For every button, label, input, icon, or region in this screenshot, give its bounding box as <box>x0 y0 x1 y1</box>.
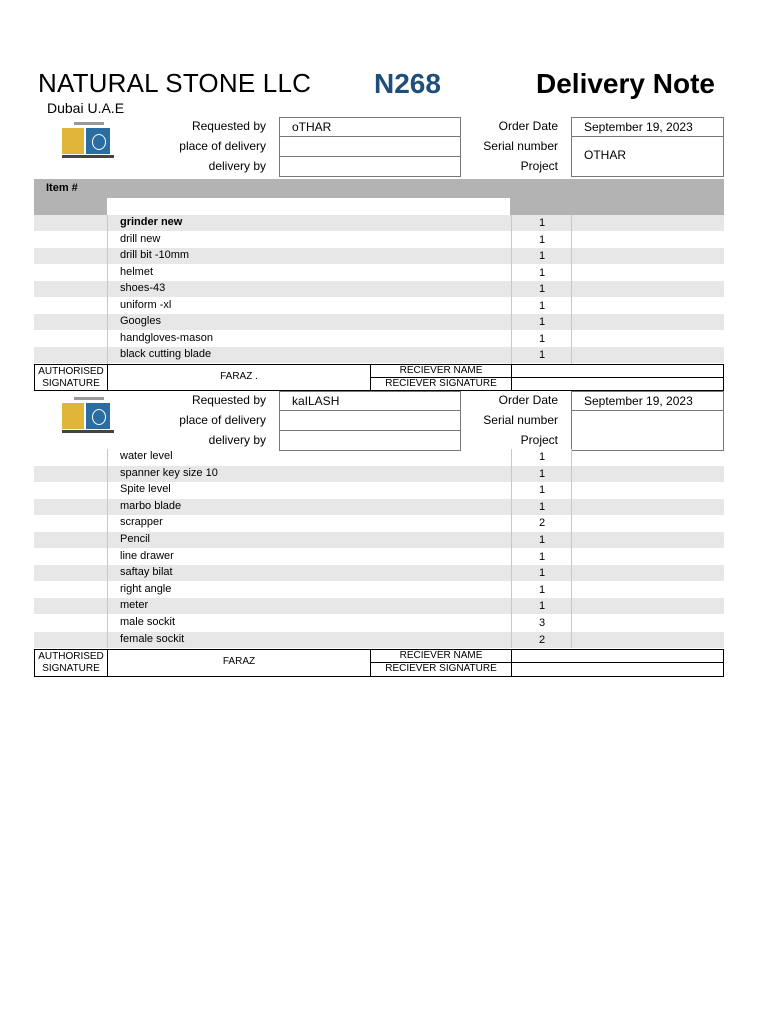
table-row <box>34 532 724 548</box>
authorised-by-name-2: FARAZ <box>222 656 256 667</box>
column-divider <box>511 215 512 364</box>
document-title: Delivery Note <box>536 68 715 99</box>
delivery-by-label: delivery by <box>208 159 266 173</box>
order-date-field[interactable]: September 19, 2023 <box>571 117 724 137</box>
item-description: meter <box>120 599 149 612</box>
item-description: marbo blade <box>120 499 182 512</box>
order-date-label-2: Order Date <box>498 393 558 407</box>
authorised-signature-cell[interactable] <box>107 364 371 391</box>
company-logo-icon <box>62 122 114 162</box>
column-divider <box>107 215 108 364</box>
requested-by-field[interactable]: oTHAR <box>279 117 461 137</box>
item-quantity: 1 <box>538 600 546 613</box>
item-quantity: 1 <box>538 266 546 279</box>
item-quantity: 1 <box>538 299 546 312</box>
delivery-by-label-2: delivery by <box>208 433 266 447</box>
table-row <box>34 265 724 281</box>
item-quantity: 3 <box>538 617 546 629</box>
receiver-name-label-2: RECIEVER NAME <box>399 650 483 661</box>
column-divider <box>571 449 572 648</box>
requested-by-label-2: Requested by <box>191 393 266 407</box>
receiver-signature-field[interactable] <box>511 377 724 391</box>
item-number-header: Item # <box>46 182 78 194</box>
item-description: shoes-43 <box>120 282 166 294</box>
project-label-2: Project <box>520 433 558 447</box>
item-description: female sockit <box>120 632 185 645</box>
item-quantity: 1 <box>538 233 546 246</box>
item-quantity: 1 <box>538 467 546 480</box>
company-logo-icon-2 <box>62 397 114 437</box>
table-row <box>34 582 724 598</box>
item-quantity: 1 <box>538 534 546 546</box>
receiver-signature-label: RECIEVER SIGNATURE <box>385 378 497 389</box>
item-quantity: 1 <box>538 250 546 262</box>
item-quantity: 1 <box>538 567 546 580</box>
receiver-name-field-2[interactable] <box>511 649 724 663</box>
serial-number-label: Serial number <box>483 139 558 153</box>
item-description: right angle <box>120 582 172 595</box>
project-label: Project <box>520 159 558 173</box>
item-description: water level <box>120 450 173 462</box>
item-quantity: 1 <box>538 217 546 229</box>
receiver-signature-label-cell-2 <box>370 662 512 677</box>
table-row <box>34 314 724 330</box>
company-city: Dubai U.A.E <box>47 100 125 116</box>
company-name: NATURAL STONE LLC <box>38 68 312 98</box>
requested-by-field-2[interactable]: kaILASH <box>279 391 461 411</box>
item-description-header-cell <box>107 198 510 215</box>
table-row <box>34 499 724 515</box>
item-quantity: 1 <box>538 451 546 463</box>
table-row <box>34 449 724 465</box>
authorised-signature-label-cell-2 <box>34 649 108 677</box>
item-quantity: 1 <box>538 484 546 497</box>
order-date-field-2[interactable]: September 19, 2023 <box>571 391 724 411</box>
signature-label-2: SIGNATURE <box>42 663 100 674</box>
receiver-name-label-cell-2 <box>370 649 512 663</box>
item-quantity: 2 <box>538 633 546 646</box>
receiver-name-field[interactable] <box>511 364 724 378</box>
item-description: helmet <box>120 265 154 278</box>
item-description: drill new <box>120 232 161 245</box>
table-row <box>34 615 724 631</box>
place-of-delivery-field-2[interactable] <box>279 411 461 431</box>
authorised-label-2: AUTHORISED <box>38 651 104 662</box>
table-row <box>34 347 724 363</box>
item-description: handgloves-mason <box>120 331 213 344</box>
column-divider <box>511 449 512 648</box>
item-description: scrapper <box>120 516 163 529</box>
place-of-delivery-label-2: place of delivery <box>179 413 266 427</box>
table-row <box>34 298 724 314</box>
receiver-name-label-cell <box>370 364 512 378</box>
place-of-delivery-field[interactable] <box>279 137 461 157</box>
authorised-signature-label-cell <box>34 364 108 391</box>
table-row <box>34 632 724 648</box>
column-divider <box>107 449 108 648</box>
table-row <box>34 565 724 581</box>
item-description: grinder new <box>120 216 183 228</box>
item-description: line drawer <box>120 549 174 562</box>
item-description: spanner key size 10 <box>120 466 218 479</box>
place-of-delivery-label: place of delivery <box>179 139 266 153</box>
item-quantity: 1 <box>538 583 546 596</box>
item-description: male sockit <box>120 616 176 628</box>
column-divider <box>571 215 572 364</box>
item-description: Spite level <box>120 483 171 496</box>
receiver-signature-label-2: RECIEVER SIGNATURE <box>385 663 497 674</box>
authorised-label: AUTHORISED <box>38 366 104 377</box>
delivery-by-field-2[interactable] <box>279 431 461 451</box>
item-description: Googles <box>120 315 161 327</box>
table-row <box>34 598 724 614</box>
project-field-2[interactable] <box>571 411 724 451</box>
item-description: drill bit -10mm <box>120 249 190 261</box>
project-field[interactable]: OTHAR <box>571 137 724 177</box>
authorised-signature-cell-2[interactable] <box>107 649 371 677</box>
order-date-label: Order Date <box>498 119 558 133</box>
item-quantity: 1 <box>538 316 546 328</box>
table-row <box>34 549 724 565</box>
item-quantity: 1 <box>538 500 546 513</box>
receiver-signature-field-2[interactable] <box>511 662 724 677</box>
item-quantity: 1 <box>538 349 546 361</box>
delivery-by-field[interactable] <box>279 157 461 177</box>
signature-label: SIGNATURE <box>42 378 100 389</box>
table-row <box>34 466 724 482</box>
item-description: Pencil <box>120 533 150 545</box>
item-description: saftay bilat <box>120 566 173 579</box>
document-number: N268 <box>374 68 441 99</box>
table-row <box>34 281 724 297</box>
item-description: black cutting blade <box>120 348 212 360</box>
item-quantity: 1 <box>538 283 546 295</box>
requested-by-label: Requested by <box>191 119 266 133</box>
table-row <box>34 331 724 347</box>
item-quantity: 1 <box>538 332 546 345</box>
item-quantity: 1 <box>538 550 546 563</box>
table-row <box>34 232 724 248</box>
item-quantity: 2 <box>538 517 546 530</box>
table-row <box>34 215 724 231</box>
table-row <box>34 482 724 498</box>
receiver-name-label: RECIEVER NAME <box>399 365 483 376</box>
table-row <box>34 515 724 531</box>
receiver-signature-label-cell <box>370 377 512 391</box>
serial-number-label-2: Serial number <box>483 413 558 427</box>
item-description: uniform -xl <box>120 298 172 311</box>
table-row <box>34 248 724 264</box>
authorised-by-name: FARAZ . <box>220 371 258 382</box>
